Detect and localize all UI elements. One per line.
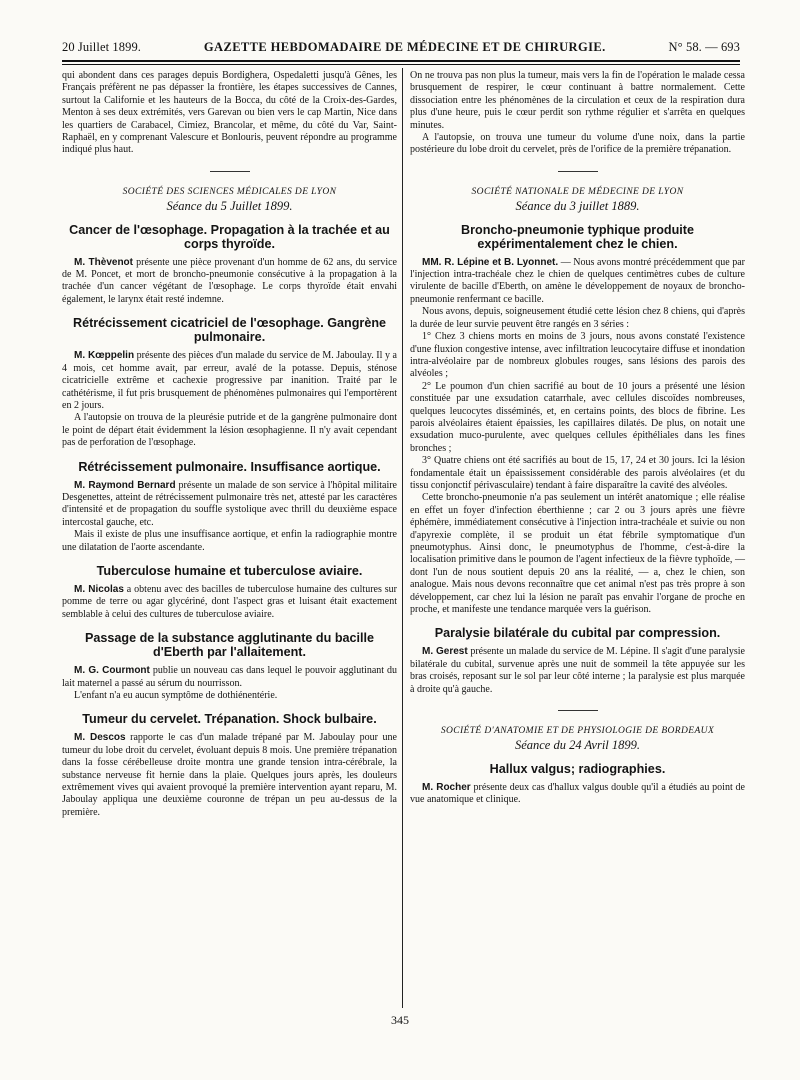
column-divider xyxy=(402,68,403,1008)
header-rule xyxy=(62,60,740,62)
author-name: M. Kœppelin xyxy=(74,350,135,362)
article-paragraph xyxy=(410,646,745,696)
society-heading: SOCIÉTÉ NATIONALE DE MÉDECINE DE LYON xyxy=(471,186,684,197)
author-name: M. Gerest xyxy=(422,646,468,658)
article-paragraph: Mais il existe de plus une insuffisance aortique, et enfin la radiographie montre une dilatation de l'aorte ascendante. xyxy=(62,529,397,553)
section-separator xyxy=(558,171,598,172)
article-text: présente deux cas d'hallux valgus double qu'il a étudiés au point de vue anatomique et clinique. xyxy=(410,781,745,806)
right-intro-paragraph: On ne trouva pas non plus la tumeur, mais vers la fin de l'opération le malade cessa brusquement de respirer, le cœur continuant à battre normalement. Cette dissociation entre les phénomènes de la circulation et ceux de la respiration dura plus d'une heure, puis le cœur perdit son rythme régulier et s'arrêta en quelques minutes. xyxy=(410,70,745,131)
article-title: Tumeur du cervelet. Trépanation. Shock bulbaire. xyxy=(82,712,377,727)
article-title: Tuberculose humaine et tuberculose aviaire. xyxy=(96,563,363,578)
article-title: Paralysie bilatérale du cubital par compression. xyxy=(434,626,721,641)
author-name: M. G. Courmont xyxy=(74,665,150,677)
article-title: Rétrécissement pulmonaire. Insuffisance aortique. xyxy=(78,459,381,474)
article-paragraph xyxy=(62,350,397,412)
society-heading: SOCIÉTÉ D'ANATOMIE ET DE PHYSIOLOGIE DE BORDEAUX xyxy=(440,726,715,737)
article-title: Rétrécissement cicatriciel de l'œsophage. Gangrène pulmonaire. xyxy=(72,316,387,345)
author-name: M. Raymond Bernard xyxy=(74,479,176,491)
article-paragraph: A l'autopsie on trouva de la pleurésie putride et de la gangrène pulmonaire dont le point de départ était évidemment la lésion œsophagienne. Il n'y avait cependant pas de perforation de l'œsophage. xyxy=(62,412,397,449)
article-paragraph xyxy=(62,480,397,530)
article-text: présente des pièces d'un malade du service de M. Jaboulay. Il y a 4 mois, cet homme avait, par erreur, avalé de la potasse. Depuis, sténose cicatricielle extrême et cachexie progressive par inanition. Traité par le cathétérisme, il fut pris brusquement de phénomènes pulmonaires qui l'emportèrent en 2 jours. xyxy=(62,350,397,411)
article-paragraph: L'enfant n'a eu aucun symptôme de dothiénentérie. xyxy=(74,690,278,701)
right-intro-paragraph: A l'autopsie, on trouva une tumeur du volume d'une noix, dans la partie postérieure du lobe droit du cervelet, près de l'orifice de la première trépanation. xyxy=(410,132,745,156)
author-name: MM. R. Lépine et B. Lyonnet. xyxy=(422,256,559,268)
article-paragraph: Cette broncho-pneumonie n'a pas seulement un intérêt anatomique ; elle réalise en effet un foyer d'infection éberthienne ; car 2 ou 3 jours après une fièvre éphémère, immédiatement consécutive à l'injection intra-trachéale et suivie ou non d'apyrexie complète, il se produit un état fébrile symptomatique d'un pneumotyphus. Ainsi donc, le pneumotyphus de l'homme, c'est-à-dire la localisation primitive dans le poumon de l'agent infectieux de la fièvre typhoïde, — dont l'un de nous soutient depuis 20 ans la réalité, — a, chez le chien, son analogue. Mais nous devons reconnaître que cet animal n'est pas très propre à son développement, car chez lui la lésion ne paraît pas envahir l'organe de proche en proche, et manifeste une tendance marquée vers la guérison. xyxy=(410,492,745,616)
article-text: présente un malade de son service à l'hôpital militaire Desgenettes, atteint de rétrécissement pulmonaire très net, attesté par les caractères d'intensité et de propagation du souffle systolique avec thrill du deuxième espace intercostal gauche, etc. xyxy=(62,479,397,528)
issue-date: 20 Juillet 1899. xyxy=(62,40,142,54)
left-intro-paragraph: qui abondent dans ces parages depuis Bordighera, Ospedaletti jusqu'à Gênes, les Français préfèrent ne pas dépasser la frontière, les étapes successives de Cannes, surtout la Californie et les hauteurs de la Bocca, du côté de la Croix-des-Gardes, Menton à ses deux extrémités, vers Garevan ou bien vers le cap Martin, Nice dans les quartiers de Carabacel, Cimiez, Brancolar, et même, du côté du Var, Saint-Raphaël, en y comprenant Valescure et Bonlouris, peuvent répondre au programme indiqué plus haut. xyxy=(62,70,397,156)
article-paragraph xyxy=(410,782,745,807)
article-title: Broncho-pneumonie typhique produite expérimentalement chez le chien. xyxy=(461,222,694,251)
author-name: M. Thèvenot xyxy=(74,256,133,268)
seance-date: Séance du 3 juillet 1889. xyxy=(515,199,640,214)
seance-date: Séance du 5 Juillet 1899. xyxy=(166,199,293,214)
author-name: M. Descos xyxy=(74,732,126,744)
article-paragraph xyxy=(410,257,745,307)
page-number: 345 xyxy=(391,1013,409,1027)
article-text: présente un malade du service de M. Lépine. Il s'agit d'une paralysie bilatérale du cubital, survenue après une nuit de sommeil la tête appuyée sur les bras croisés, reposant sur le sol par leur côté interne ; la paralysie est plus marquée à droite qu'à gauche. xyxy=(410,646,745,695)
article-title: Passage de la substance agglutinante du bacille d'Eberth par l'allaitement. xyxy=(84,631,375,660)
article-paragraph xyxy=(62,584,397,621)
society-heading: SOCIÉTÉ DES SCIENCES MÉDICALES DE LYON xyxy=(122,186,337,197)
section-separator xyxy=(210,171,250,172)
journal-title: GAZETTE HEBDOMADAIRE DE MÉDECINE ET DE CHIRURGIE. xyxy=(203,40,606,54)
page-header xyxy=(62,40,740,55)
article-paragraph: 1° Chez 3 chiens morts en moins de 3 jours, nous avons constaté l'existence d'une fluxion congestive intense, avec infiltration leucocytaire diffuse et inondation intra-alvéolaire par de nombreux globules rouges, sans lésions des parois des alvéoles ; xyxy=(410,331,745,380)
article-paragraph: 2° Le poumon d'un chien sacrifié au bout de 10 jours a présenté une lésion constituée par une exsudation catarrhale, avec cellules discoïdes nombreuses, quelques leucocytes disséminés, et, en certains points, des blocs de fibrine. Les parois alvéolaires étaient épaissies, les capillaires dilatés. De plus, on notait une exsudation muco-purulente, avec quelques cellules épithéliales dans les fines bronches ; xyxy=(410,380,745,454)
article-paragraph xyxy=(62,732,397,819)
article-title: Cancer de l'œsophage. Propagation à la trachée et au corps thyroïde. xyxy=(69,222,390,251)
header-rule-thin xyxy=(62,64,740,65)
article-paragraph: 3° Quatre chiens ont été sacrifiés au bout de 15, 17, 24 et 30 jours. Ici la lésion fondamentale était un épaississement considérable des parois alvéolaires (et du tissu conjonctif périvasculaire) tendant à faire disparaître la cavité des alvéoles. xyxy=(410,455,745,491)
article-paragraph xyxy=(62,665,397,690)
seance-date: Séance du 24 Avril 1899. xyxy=(514,738,641,753)
left-column xyxy=(62,70,397,819)
article-paragraph xyxy=(62,257,397,307)
right-column xyxy=(410,70,745,807)
article-paragraph: Nous avons, depuis, soigneusement étudié cette lésion chez 8 chiens, qui d'après la durée de leur survie peuvent être rangés en 3 séries : xyxy=(410,306,745,330)
article-text: a obtenu avec des bacilles de tuberculose humaine des cultures sur pomme de terre ou agar glycériné, dont l'aspect gras et luisant était exactement semblable à celui des cultures de tuberculose aviaire. xyxy=(62,583,398,620)
article-text: — Nous avons montré précédemment que par l'injection intra-trachéale chez le chien de quelques centimètres cubes de culture virulente de bacille d'Eberth, on amène le développement de noyaux de broncho-pneumonie renfermant ce bacille. xyxy=(410,256,745,305)
article-text: rapporte le cas d'un malade trépané par M. Jaboulay pour une tumeur du lobe droit du cervelet, évoluant depuis 8 mois. Une première trépanation dans la fosse cérébelleuse droite montra une grande tension intra-cérébrale, la substance nerveuse fit hernie dans la plaie. Quelques jours après, les douleurs extrêmement vives qui avaient provoqué la première intervention ayant reparu, M. Jaboulay appliqua une deuxième couronne de trépan un peu au-dessus de la première. xyxy=(62,732,397,818)
issue-number: N° 58. — 693 xyxy=(668,40,740,54)
author-name: M. Nicolas xyxy=(74,583,124,595)
article-title: Hallux valgus; radiographies. xyxy=(489,761,666,776)
article-text: présente une pièce provenant d'un homme de 62 ans, du service de M. Poncet, et mort de broncho-pneumonie consécutive à la propagation à la trachée d'un cancer végétant de l'œsophage. Le corps thyroïde était envahi également, le larynx était resté indemne. xyxy=(62,256,397,305)
section-separator xyxy=(558,710,598,711)
article-text: publie un nouveau cas dans lequel le pouvoir agglutinant du lait maternel a passé au sérum du nourrisson. xyxy=(62,665,397,689)
author-name: M. Rocher xyxy=(422,781,471,793)
